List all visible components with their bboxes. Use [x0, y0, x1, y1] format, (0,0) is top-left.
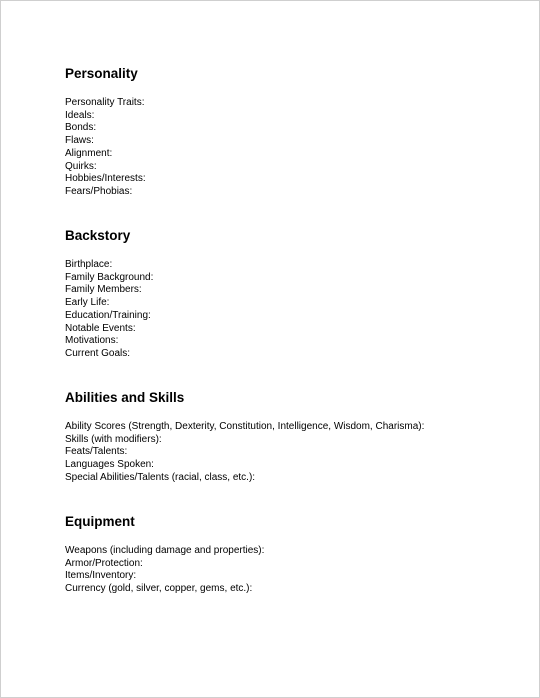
- section-heading: Abilities and Skills: [65, 390, 185, 405]
- field-label: Early Life:: [65, 297, 110, 309]
- field-label: Feats/Talents:: [65, 446, 128, 458]
- field-label: Family Members:: [65, 284, 142, 296]
- field-label: Special Abilities/Talents (racial, class, etc.):: [65, 471, 256, 483]
- section-equipment: [65, 514, 519, 596]
- field-label: Motivations:: [65, 335, 119, 347]
- field-list: [65, 421, 519, 485]
- field-list: [65, 545, 519, 596]
- field-label: Family Background:: [65, 271, 154, 283]
- field-label: Flaws:: [65, 135, 94, 147]
- field-label: Bonds:: [65, 122, 97, 134]
- field-label: Birthplace:: [65, 259, 113, 270]
- field-label: Skills (with modifiers):: [65, 433, 162, 445]
- field-list: [65, 97, 519, 199]
- section-backstory: [65, 228, 519, 361]
- field-label: Hobbies/Interests:: [65, 173, 146, 185]
- field-label: Weapons (including damage and properties):: [65, 545, 265, 556]
- field-label: Notable Events:: [65, 322, 136, 334]
- field-label: Alignment:: [65, 147, 113, 159]
- field-label: Education/Training:: [65, 309, 151, 321]
- section-abilities-and-skills: [65, 390, 519, 485]
- section-heading: Personality: [65, 66, 138, 81]
- section-personality: [65, 66, 519, 199]
- field-label: Armor/Protection:: [65, 557, 143, 569]
- field-label: Ability Scores (Strength, Dexterity, Constitution, Intelligence, Wisdom, Charisma):: [65, 421, 425, 432]
- field-label: Personality Traits:: [65, 97, 145, 108]
- section-heading: Equipment: [65, 514, 135, 529]
- field-label: Currency (gold, silver, copper, gems, etc.):: [65, 583, 253, 595]
- field-label: Current Goals:: [65, 347, 131, 359]
- field-label: Languages Spoken:: [65, 459, 154, 471]
- field-label: Items/Inventory:: [65, 570, 137, 582]
- field-label: Fears/Phobias:: [65, 185, 133, 197]
- section-heading: Backstory: [65, 228, 131, 243]
- field-label: Ideals:: [65, 109, 95, 121]
- field-list: [65, 259, 519, 361]
- field-label: Quirks:: [65, 160, 97, 172]
